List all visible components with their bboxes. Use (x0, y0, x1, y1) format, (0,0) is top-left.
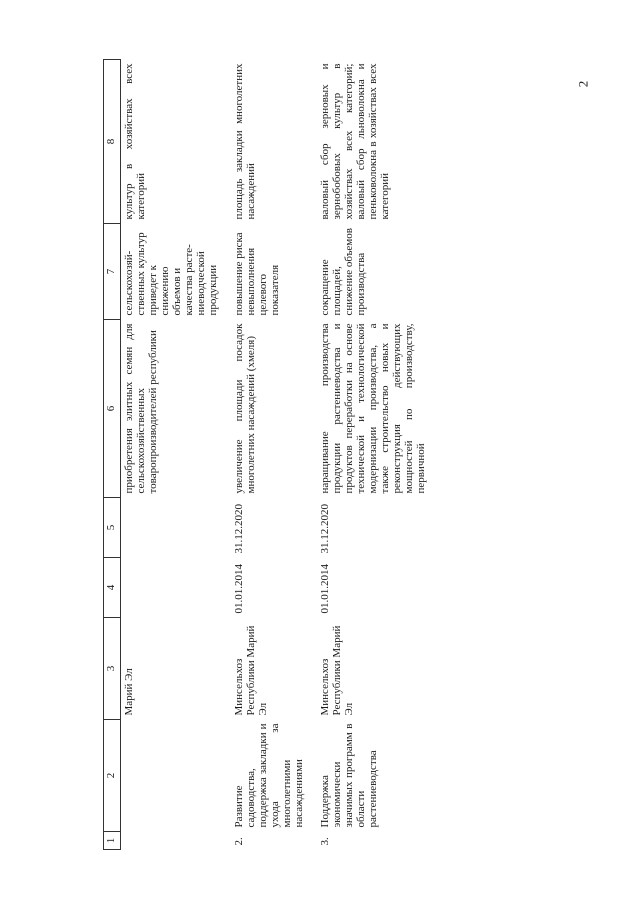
expected-result: наращивание производства продукции растениеводства и продуктов переработки на основе технической и технологической модернизации производства, а также строительство новых и реконструкция действующих мощностей по производству, первичной (319, 323, 427, 494)
column-number: 2 (104, 720, 121, 832)
column-number: 3 (104, 618, 121, 720)
page-number: 2 (575, 80, 591, 88)
column-number: 4 (104, 558, 121, 618)
row-number: 3. (319, 837, 331, 846)
start-date (121, 558, 222, 618)
measures-table (103, 59, 429, 850)
column-number: 7 (104, 224, 121, 320)
start-date: 01.01.2014 (319, 564, 331, 614)
end-date: 31.12.2020 (319, 504, 331, 554)
indicator-link: площадь закладки многолетних насаждений (233, 63, 257, 220)
column-number: 1 (104, 832, 121, 850)
non-implementation-consequence: сельскохозяй- ственных культур приведет к снижению объемов и качества расте- ниеводческой продукции (123, 232, 219, 316)
end-date: 31.12.2020 (233, 504, 245, 554)
table-row (317, 60, 429, 850)
column-number: 5 (104, 498, 121, 558)
start-date: 01.01.2014 (233, 564, 245, 614)
non-implementation-consequence: сокращение площадей, снижение объемов производства (319, 228, 367, 316)
end-date (121, 498, 222, 558)
executor: Минсельхоз Республики Марий Эл (233, 625, 269, 716)
expected-result: приобретения элитных семян для сельскохозяйственных товаропроизводителей республики (123, 323, 159, 494)
column-number-row (104, 60, 121, 850)
rotated-table-page (103, 60, 463, 850)
column-number: 8 (104, 60, 121, 224)
measure-name (121, 720, 222, 832)
column-number: 6 (104, 320, 121, 498)
measure-name: Развитие садоводства, поддержка закладки и ухода за многолетними насаждениями (233, 723, 305, 828)
table-row (231, 60, 307, 850)
executor: Марий Эл (123, 668, 135, 716)
executor: Минсельхоз Республики Марий Эл (319, 625, 355, 716)
expected-result: увеличение площади посадок многолетних насаждений (хмеля) (233, 323, 257, 494)
table-row (121, 60, 222, 850)
row-number: 2. (233, 837, 245, 846)
indicator-link: культур в хозяйствах всех категорий (123, 63, 147, 220)
non-implementation-consequence: повышение риска невыполнения целевого показателя (233, 232, 281, 316)
indicator-link: валовый сбор зерновых и зернобобовых культур в хозяйствах всех категорий; валовый сбор льноволокна и пеньковолокна в хозяйствах всех категорий (319, 63, 391, 220)
row-number (121, 832, 222, 850)
measure-name: Поддержка экономически значимых программ в области растениеводства (319, 723, 379, 828)
